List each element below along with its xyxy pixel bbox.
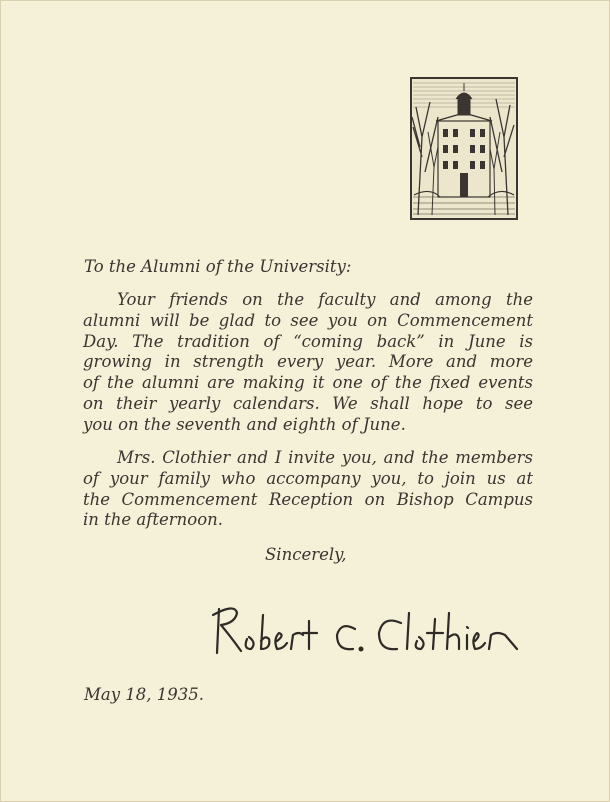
building-engraving-icon [410, 77, 518, 220]
salutation: To the Alumni of the University: [84, 257, 352, 276]
paragraph-line: alumni will be glad to see you on Commencement [83, 310, 533, 330]
paragraph-line: growing in strength every year. More and more [83, 352, 533, 372]
paragraph-line: of the alumni are making it one of the fixed events [83, 373, 533, 393]
paragraph-line: Mrs. Clothier and I invite you, and the members [117, 448, 533, 467]
paragraph-line: in the afternoon. [83, 510, 224, 530]
paragraph-line: Day. The tradition of “coming back” in June is [83, 331, 533, 351]
letter-date: May 18, 1935. [84, 685, 205, 704]
closing: Sincerely, [265, 545, 347, 564]
paragraph-line: of your family who accompany you, to join us at [83, 468, 533, 488]
paragraph-line: the Commencement Reception on Bishop Campus [83, 489, 533, 509]
paragraph-1 [83, 290, 533, 436]
paragraph-2 [83, 448, 533, 531]
paragraph-line: Your friends on the faculty and among the [117, 290, 533, 309]
paragraph-line: on their yearly calendars. We shall hope to see [83, 393, 533, 413]
paragraph-line: you on the seventh and eighth of June. [83, 414, 406, 434]
handwritten-signature [205, 595, 525, 665]
